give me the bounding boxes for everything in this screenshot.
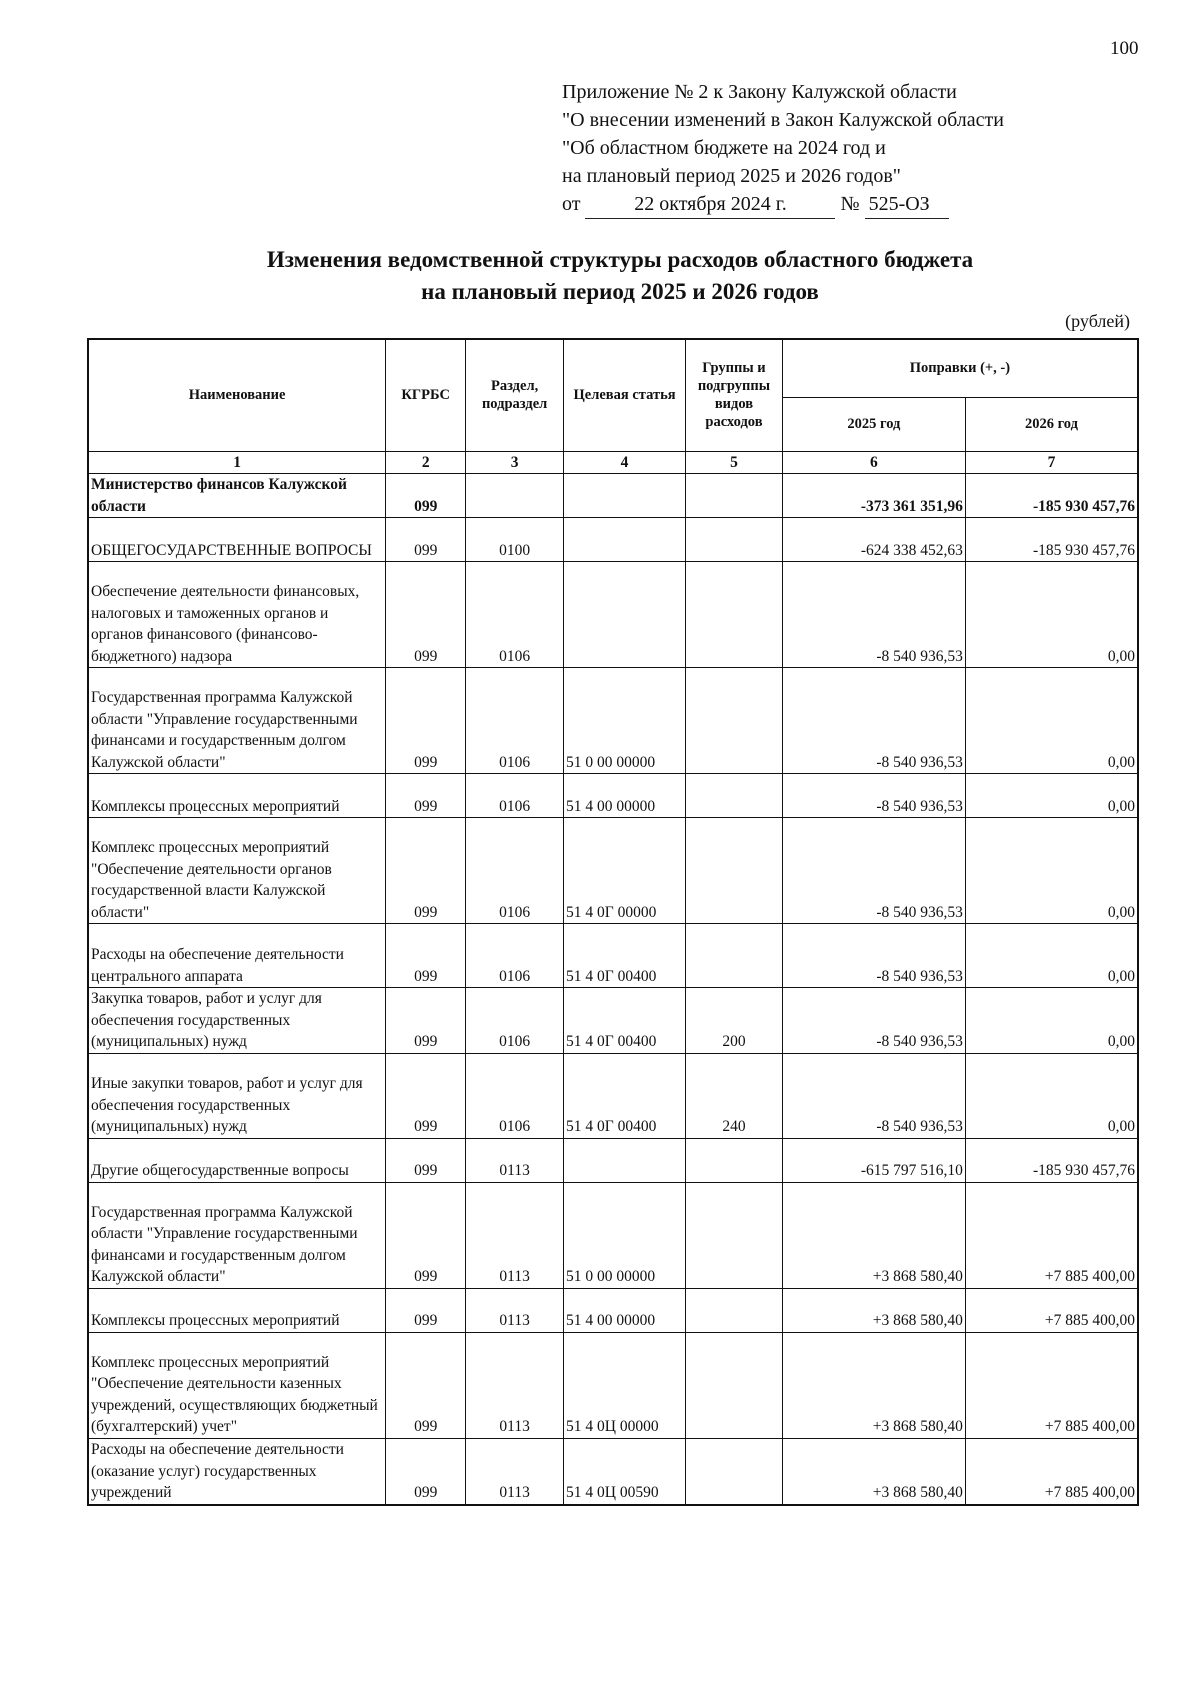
cell-target xyxy=(564,1139,686,1183)
table-row xyxy=(88,1333,1138,1439)
cell-kgrbs: 099 xyxy=(386,988,466,1054)
budget-table xyxy=(87,338,1139,1506)
table-row xyxy=(88,1054,1138,1139)
cell-y2025: +3 868 580,40 xyxy=(782,1289,965,1333)
cell-section: 0113 xyxy=(466,1289,564,1333)
cell-section: 0113 xyxy=(466,1439,564,1505)
cell-name: Комплексы процессных мероприятий xyxy=(88,1289,386,1333)
cell-section: 0106 xyxy=(466,1054,564,1139)
cell-kgrbs: 099 xyxy=(386,1333,466,1439)
cell-y2026: -185 930 457,76 xyxy=(965,474,1138,518)
column-number: 4 xyxy=(564,451,686,474)
cell-name: ОБЩЕГОСУДАРСТВЕННЫЕ ВОПРОСЫ xyxy=(88,518,386,562)
cell-section: 0106 xyxy=(466,818,564,924)
table-row xyxy=(88,1183,1138,1289)
column-numbers-row xyxy=(88,451,1138,474)
cell-y2026: 0,00 xyxy=(965,924,1138,988)
cell-y2025: -615 797 516,10 xyxy=(782,1139,965,1183)
cell-group xyxy=(686,668,783,774)
cell-y2025: -8 540 936,53 xyxy=(782,818,965,924)
cell-kgrbs: 099 xyxy=(386,518,466,562)
cell-name: Комплексы процессных мероприятий xyxy=(88,774,386,818)
cell-kgrbs: 099 xyxy=(386,1054,466,1139)
cell-group xyxy=(686,1183,783,1289)
table-row xyxy=(88,1439,1138,1505)
cell-y2026: +7 885 400,00 xyxy=(965,1439,1138,1505)
table-row xyxy=(88,474,1138,518)
cell-name: Другие общегосударственные вопросы xyxy=(88,1139,386,1183)
appendix-line-3: "Об областном бюджете на 2024 год и xyxy=(562,137,886,159)
header-kgrbs: КГРБС xyxy=(386,339,466,451)
cell-name: Расходы на обеспечение деятельности (оказание услуг) государственных учреждений xyxy=(88,1439,386,1505)
cell-y2025: -373 361 351,96 xyxy=(782,474,965,518)
cell-group xyxy=(686,562,783,668)
appendix-line-2: "О внесении изменений в Закон Калужской области xyxy=(562,109,1004,131)
column-number: 3 xyxy=(466,451,564,474)
cell-y2026: -185 930 457,76 xyxy=(965,1139,1138,1183)
cell-y2026: 0,00 xyxy=(965,818,1138,924)
cell-target xyxy=(564,518,686,562)
cell-y2025: -8 540 936,53 xyxy=(782,1054,965,1139)
cell-target: 51 4 0Г 00400 xyxy=(564,1054,686,1139)
cell-name: Министерство финансов Калужской области xyxy=(88,474,386,518)
table-row xyxy=(88,924,1138,988)
cell-y2025: +3 868 580,40 xyxy=(782,1333,965,1439)
cell-name: Иные закупки товаров, работ и услуг для обеспечения государственных (муниципальных) нужд xyxy=(88,1054,386,1139)
cell-target: 51 4 0Ц 00590 xyxy=(564,1439,686,1505)
cell-name: Комплекс процессных мероприятий "Обеспечение деятельности казенных учреждений, осуществляющих бюджетный (бухгалтерский) учет" xyxy=(88,1333,386,1439)
column-number: 7 xyxy=(965,451,1138,474)
cell-name: Закупка товаров, работ и услуг для обеспечения государственных (муниципальных) нужд xyxy=(88,988,386,1054)
cell-name: Государственная программа Калужской области "Управление государственными финансами и государственным долгом Калужской области" xyxy=(88,668,386,774)
cell-y2026: 0,00 xyxy=(965,988,1138,1054)
cell-name: Государственная программа Калужской области "Управление государственными финансами и государственным долгом Калужской области" xyxy=(88,1183,386,1289)
cell-kgrbs: 099 xyxy=(386,562,466,668)
table-row xyxy=(88,518,1138,562)
cell-y2025: +3 868 580,40 xyxy=(782,1439,965,1505)
cell-y2026: 0,00 xyxy=(965,774,1138,818)
cell-section: 0113 xyxy=(466,1333,564,1439)
column-number: 2 xyxy=(386,451,466,474)
cell-target: 51 4 0Г 00400 xyxy=(564,924,686,988)
cell-group xyxy=(686,1333,783,1439)
cell-kgrbs: 099 xyxy=(386,774,466,818)
law-date: 22 октября 2024 г. xyxy=(585,190,835,219)
cell-section: 0113 xyxy=(466,1139,564,1183)
appendix-line-1: Приложение № 2 к Закону Калужской области xyxy=(562,81,957,103)
cell-kgrbs: 099 xyxy=(386,1139,466,1183)
cell-target: 51 0 00 00000 xyxy=(564,1183,686,1289)
cell-section: 0106 xyxy=(466,668,564,774)
cell-y2026: +7 885 400,00 xyxy=(965,1333,1138,1439)
title-line-2: на плановый период 2025 и 2026 годов xyxy=(421,279,819,304)
number-label: № xyxy=(840,193,860,215)
cell-group: 240 xyxy=(686,1054,783,1139)
table-row xyxy=(88,562,1138,668)
cell-y2025: -8 540 936,53 xyxy=(782,668,965,774)
cell-group xyxy=(686,1139,783,1183)
cell-section: 0106 xyxy=(466,562,564,668)
column-number: 1 xyxy=(88,451,386,474)
table-row xyxy=(88,668,1138,774)
cell-section: 0106 xyxy=(466,988,564,1054)
cell-name: Комплекс процессных мероприятий "Обеспечение деятельности органов государственной власти Калужской области" xyxy=(88,818,386,924)
header-section: Раздел, подраздел xyxy=(466,339,564,451)
cell-section: 0113 xyxy=(466,1183,564,1289)
cell-kgrbs: 099 xyxy=(386,1289,466,1333)
from-label: от xyxy=(562,193,581,215)
header-2025: 2025 год xyxy=(782,397,965,451)
cell-y2026: 0,00 xyxy=(965,1054,1138,1139)
cell-name: Обеспечение деятельности финансовых, налоговых и таможенных органов и органов финансового (финансово-бюджетного) надзора xyxy=(88,562,386,668)
cell-group xyxy=(686,1439,783,1505)
appendix-line-4: на плановый период 2025 и 2026 годов" xyxy=(562,165,901,187)
cell-section: 0106 xyxy=(466,774,564,818)
cell-y2026: 0,00 xyxy=(965,562,1138,668)
header-group: Группы и подгруппы видов расходов xyxy=(686,339,783,451)
column-number: 5 xyxy=(686,451,783,474)
header-name: Наименование xyxy=(88,339,386,451)
cell-target: 51 0 00 00000 xyxy=(564,668,686,774)
table-row xyxy=(88,818,1138,924)
cell-y2026: +7 885 400,00 xyxy=(965,1183,1138,1289)
table-row xyxy=(88,1139,1138,1183)
cell-target: 51 4 0Г 00400 xyxy=(564,988,686,1054)
table-row xyxy=(88,988,1138,1054)
cell-target: 51 4 0Г 00000 xyxy=(564,818,686,924)
units-label: (рублей) xyxy=(1065,311,1130,331)
cell-kgrbs: 099 xyxy=(386,474,466,518)
cell-group xyxy=(686,924,783,988)
cell-group xyxy=(686,518,783,562)
law-number: 525-ОЗ xyxy=(865,190,949,219)
cell-kgrbs: 099 xyxy=(386,818,466,924)
document-title xyxy=(0,244,1200,308)
cell-section xyxy=(466,474,564,518)
header-2026: 2026 год xyxy=(965,397,1138,451)
cell-y2025: -8 540 936,53 xyxy=(782,924,965,988)
law-reference xyxy=(562,190,1004,219)
cell-target xyxy=(564,562,686,668)
cell-y2025: +3 868 580,40 xyxy=(782,1183,965,1289)
cell-name: Расходы на обеспечение деятельности центрального аппарата xyxy=(88,924,386,988)
cell-group xyxy=(686,818,783,924)
cell-kgrbs: 099 xyxy=(386,1183,466,1289)
cell-y2025: -8 540 936,53 xyxy=(782,774,965,818)
cell-target: 51 4 00 00000 xyxy=(564,1289,686,1333)
page-number: 100 xyxy=(1110,38,1139,59)
table-row xyxy=(88,1289,1138,1333)
cell-target: 51 4 00 00000 xyxy=(564,774,686,818)
column-number: 6 xyxy=(782,451,965,474)
cell-group xyxy=(686,474,783,518)
cell-y2025: -8 540 936,53 xyxy=(782,562,965,668)
cell-target: 51 4 0Ц 00000 xyxy=(564,1333,686,1439)
cell-kgrbs: 099 xyxy=(386,924,466,988)
appendix-header xyxy=(562,78,1004,219)
title-line-1: Изменения ведомственной структуры расходов областного бюджета xyxy=(266,247,974,272)
cell-y2026: 0,00 xyxy=(965,668,1138,774)
cell-section: 0100 xyxy=(466,518,564,562)
cell-kgrbs: 099 xyxy=(386,1439,466,1505)
cell-group: 200 xyxy=(686,988,783,1054)
cell-y2026: -185 930 457,76 xyxy=(965,518,1138,562)
cell-y2025: -624 338 452,63 xyxy=(782,518,965,562)
header-target: Целевая статья xyxy=(564,339,686,451)
cell-group xyxy=(686,774,783,818)
table-row xyxy=(88,774,1138,818)
cell-group xyxy=(686,1289,783,1333)
cell-target xyxy=(564,474,686,518)
cell-section: 0106 xyxy=(466,924,564,988)
header-amendments: Поправки (+, -) xyxy=(782,339,1138,397)
cell-y2025: -8 540 936,53 xyxy=(782,988,965,1054)
cell-y2026: +7 885 400,00 xyxy=(965,1289,1138,1333)
cell-kgrbs: 099 xyxy=(386,668,466,774)
